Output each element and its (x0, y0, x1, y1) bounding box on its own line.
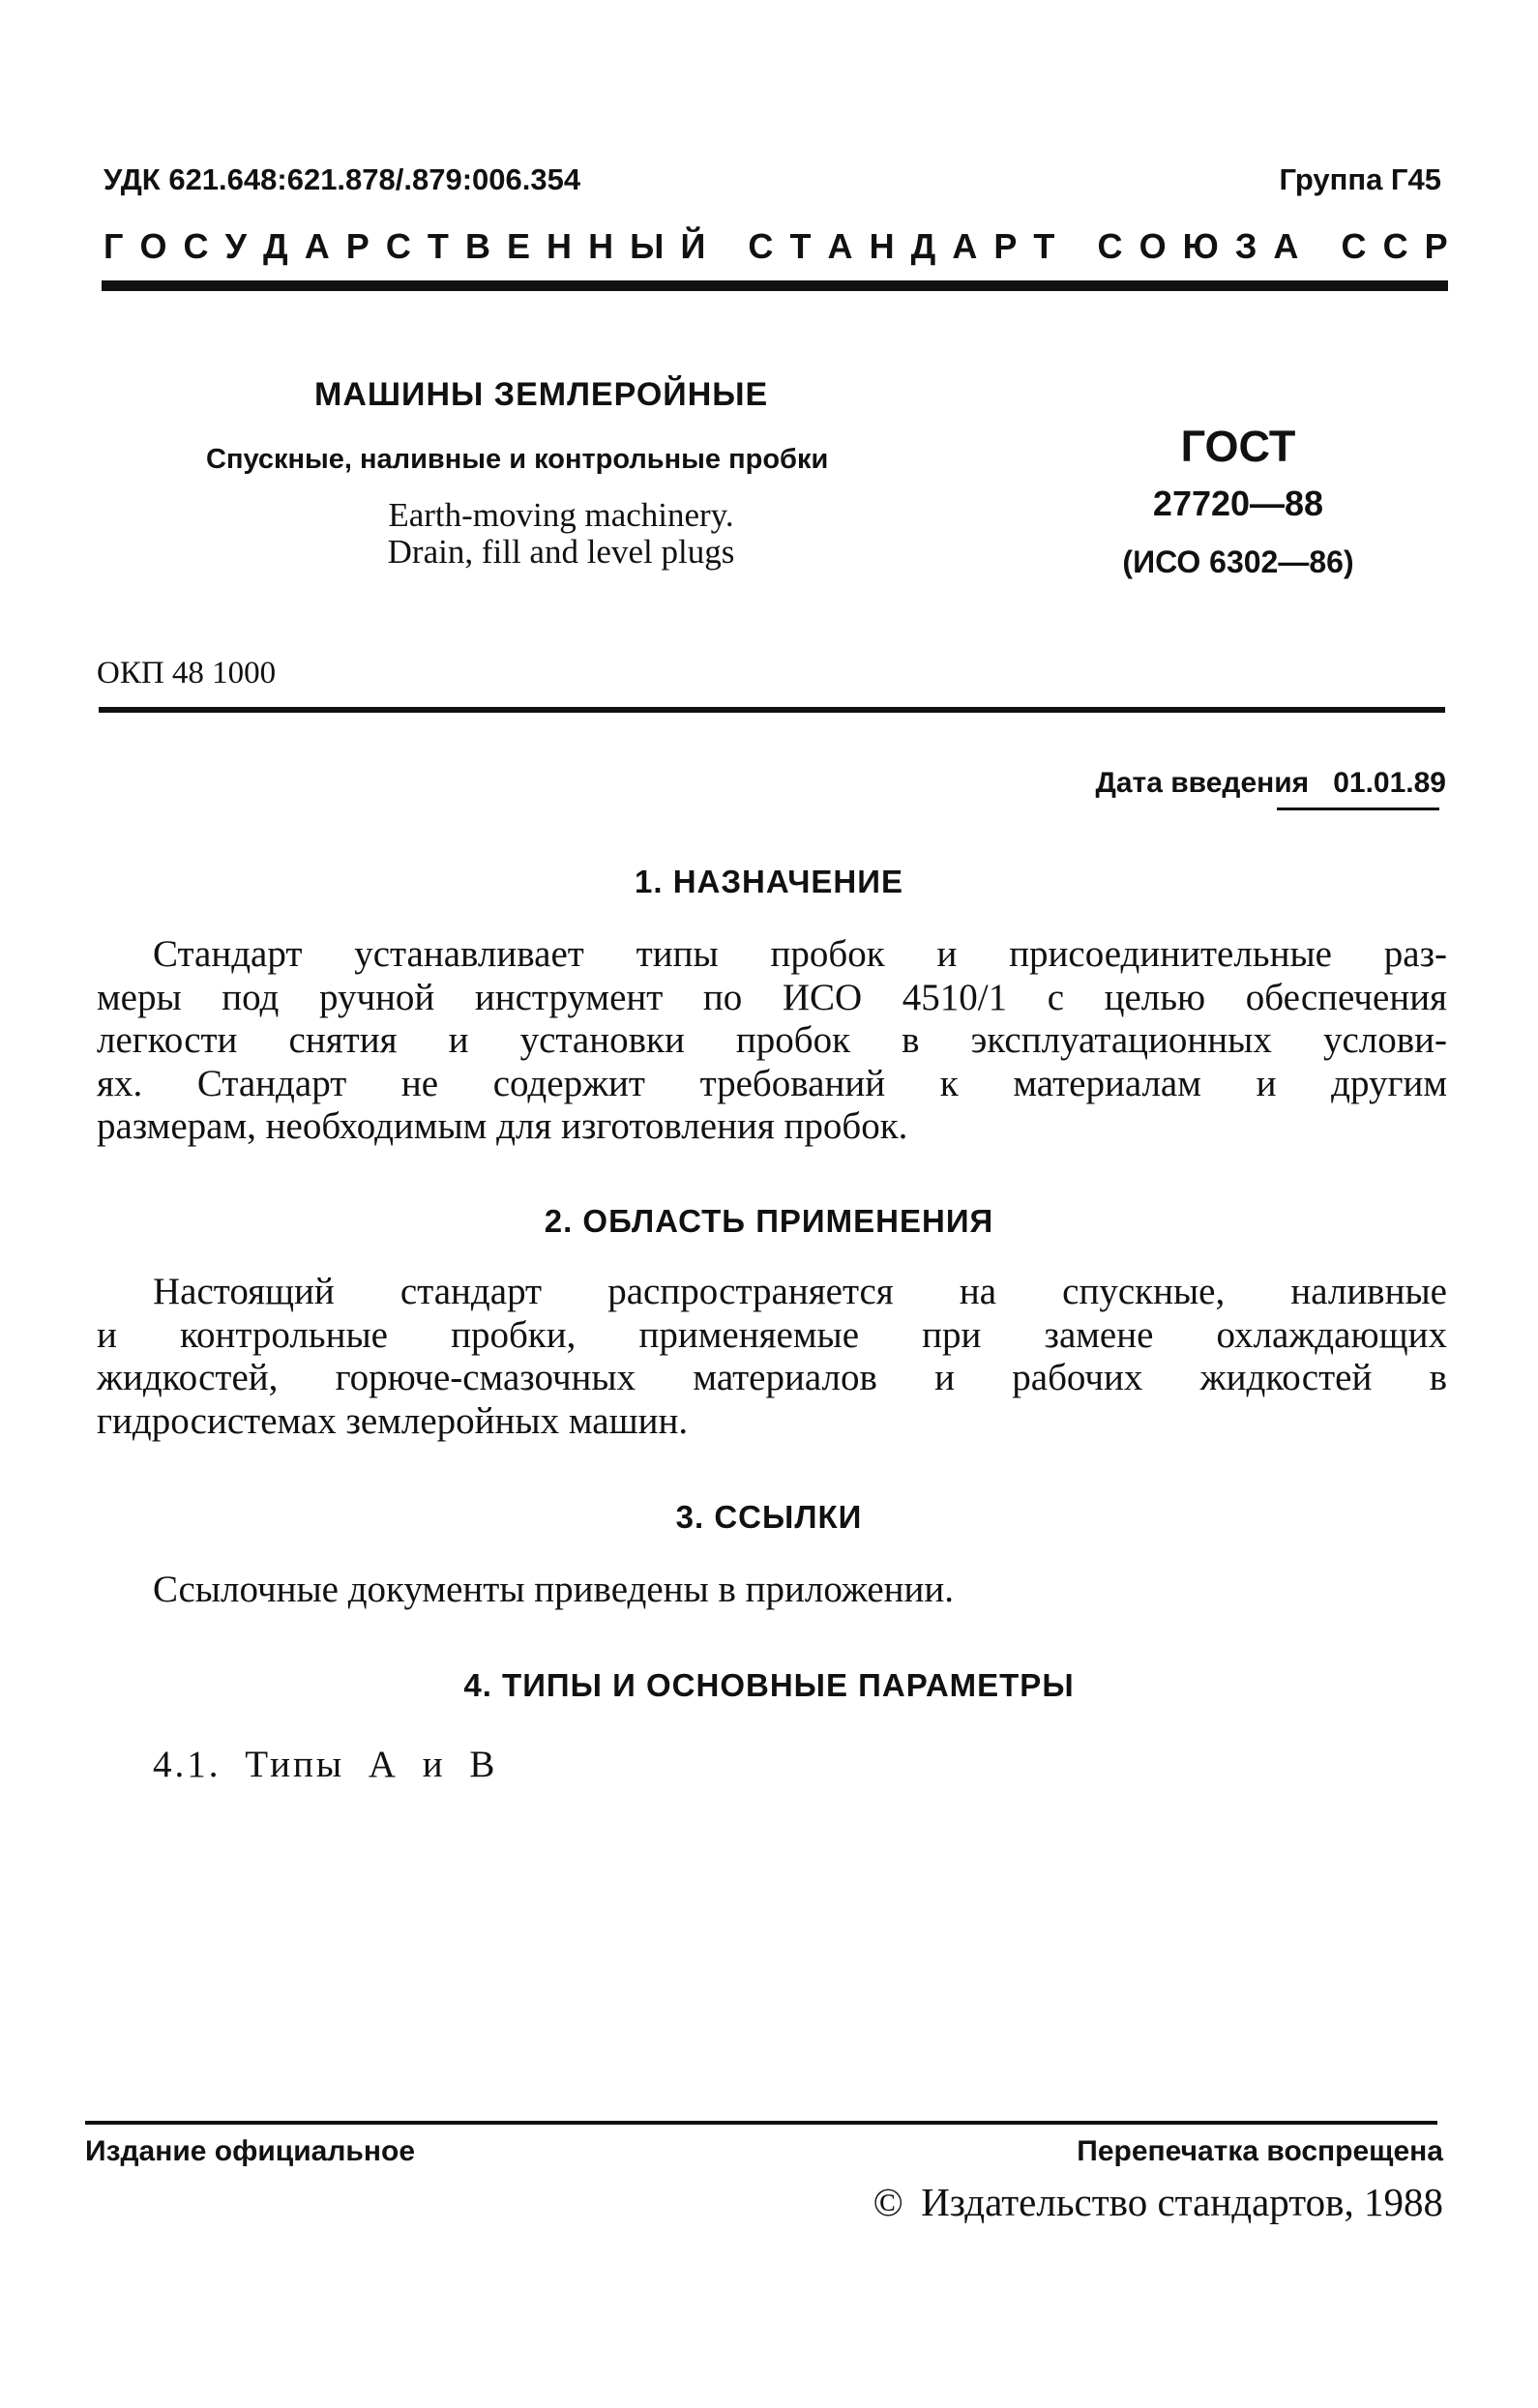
banner-letter: О (139, 226, 167, 266)
date-underline (1277, 808, 1439, 810)
banner-space (1071, 226, 1080, 267)
banner-letter: Н (869, 226, 895, 266)
section-1-heading: 1. НАЗНАЧЕНИЕ (635, 864, 903, 899)
paragraph-line: гидросистемах землеройных машин. (97, 1399, 689, 1442)
publisher-name: Издательство стандартов, 1988 (921, 2180, 1443, 2224)
banner-letter: Т (427, 226, 449, 266)
banner-letter: О (1139, 226, 1167, 266)
paragraph-line: жидкостей, горюче-смазочных материалов и рабочих жидкостей в (97, 1357, 1447, 1398)
banner-letter: А (827, 226, 853, 266)
subsection-4-1: 4.1. Типы А и В (153, 1744, 498, 1785)
iso-number: (ИСО 6302—86) (1122, 544, 1354, 579)
paragraph-line: и контрольные пробки, применяемые при замене охлаждающих (97, 1313, 1447, 1356)
banner-letter: Т (1033, 226, 1055, 266)
paragraph-line: меры под ручной инструмент по ИСО 4510/1 с целью обеспечения (97, 976, 1447, 1018)
document-subtitle: Спускные, наливные и контрольные пробки (206, 444, 829, 475)
banner-letter: Н (547, 226, 573, 266)
footer-divider (85, 2121, 1437, 2125)
banner-letter: С (183, 226, 209, 266)
banner-letter: А (1273, 226, 1299, 266)
banner-letter: Ы (630, 226, 665, 266)
section-2-heading: 2. ОБЛАСТЬ ПРИМЕНЕНИЯ (544, 1203, 994, 1239)
banner-letter: В (464, 226, 490, 266)
banner-letter: Р (993, 226, 1018, 266)
gost-label: ГОСТ (1180, 422, 1296, 471)
banner-letter: Р (345, 226, 370, 266)
paragraph-line: легкости снятия и установки пробок в эксплуатационных услови- (97, 1019, 1447, 1061)
banner-letter: Д (910, 226, 936, 266)
okp-code: ОКП 48 1000 (97, 656, 277, 690)
group-code: Группа Г45 (1279, 162, 1441, 196)
section-3-heading: 3. ССЫЛКИ (675, 1499, 863, 1535)
document-title: МАШИНЫ ЗЕМЛЕРОЙНЫЕ (314, 376, 769, 413)
section-2-paragraph (97, 1271, 1447, 1443)
paragraph-line: Стандарт устанавливает типы пробок и присоединительные раз- (153, 933, 1447, 975)
introduction-date (1095, 767, 1446, 800)
banner-letter: Р (1424, 226, 1448, 266)
publisher-line (869, 2179, 1443, 2225)
banner-letter: С (385, 226, 411, 266)
banner-letter: Г (104, 226, 124, 266)
banner-letter: Н (588, 226, 614, 266)
paragraph-line: размерам, необходимым для изготовления пробок. (97, 1105, 908, 1147)
banner-letter: Т (789, 226, 812, 266)
section-4-heading: 4. ТИПЫ И ОСНОВНЫЕ ПАРАМЕТРЫ (463, 1667, 1075, 1703)
paragraph-line: ях. Стандарт не содержит требований к материалам и другим (97, 1062, 1447, 1104)
banner-space (1315, 226, 1324, 267)
state-standard-banner (104, 226, 1448, 267)
copyright-icon: © (873, 2180, 903, 2224)
banner-letter: З (1234, 226, 1257, 266)
banner-letter: У (224, 226, 247, 266)
banner-letter: С (1341, 226, 1367, 266)
gost-number: 27720—88 (1152, 484, 1324, 523)
banner-letter: А (304, 226, 330, 266)
banner-letter: С (748, 226, 774, 266)
banner-letter: С (1097, 226, 1123, 266)
banner-letter: Е (506, 226, 530, 266)
middle-divider (99, 707, 1445, 713)
banner-letter: С (1382, 226, 1408, 266)
banner-letter: А (952, 226, 978, 266)
banner-letter: Д (263, 226, 288, 266)
date-label: Дата введения (1095, 767, 1310, 799)
banner-space (722, 226, 731, 267)
english-title-line-2: Drain, fill and level plugs (387, 533, 735, 571)
top-divider (102, 280, 1448, 291)
section-3-paragraph: Ссылочные документы приведены в приложении. (153, 1569, 954, 1610)
official-edition-note: Издание официальное (85, 2135, 416, 2167)
banner-letter: Й (680, 226, 706, 266)
banner-letter: Ю (1182, 226, 1219, 266)
section-1-paragraph (97, 933, 1447, 1149)
date-value: 01.01.89 (1333, 767, 1446, 799)
reprint-prohibited-note: Перепечатка воспрещена (1077, 2135, 1443, 2167)
udk-code: УДК 621.648:621.878/.879:006.354 (104, 162, 581, 196)
english-title-line-1: Earth-moving machinery. (388, 496, 734, 534)
paragraph-line: Настоящий стандарт распространяется на спускные, наливные (153, 1271, 1447, 1312)
